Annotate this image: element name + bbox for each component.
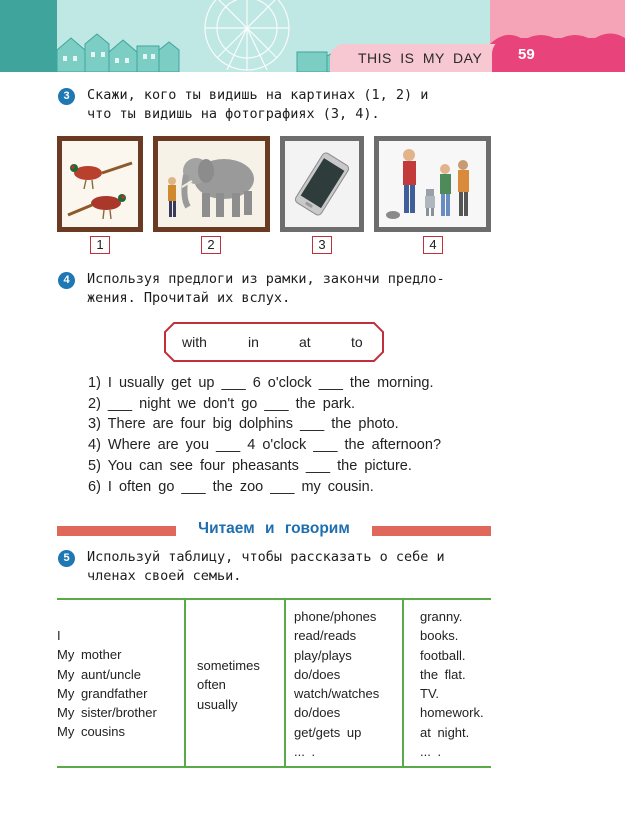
preposition-at: at <box>299 334 311 350</box>
table-divider-3 <box>402 600 404 766</box>
table-cell: My mother <box>57 647 122 663</box>
section-bar-right <box>368 526 491 536</box>
task-4-line-2: жения. Прочитай их вслух. <box>87 290 291 306</box>
header-teal-block <box>0 0 57 72</box>
header-page-tab <box>492 38 625 72</box>
picture-3-label: 3 <box>312 236 332 254</box>
table-cell: do/does <box>294 705 341 721</box>
picture-3 <box>280 136 364 232</box>
sentence-6: 6) I often go ___ the zoo ___ my cousin. <box>88 479 374 495</box>
table-cell: get/gets up <box>294 724 362 740</box>
sentence-2: 2) ___ night we don't go ___ the park. <box>88 396 355 412</box>
picture-2-label: 2 <box>201 236 221 254</box>
table-cell: often <box>197 677 226 693</box>
table-cell: read/reads <box>294 628 357 644</box>
task-3-line-2: что ты видишь на фотографиях (3, 4). <box>87 106 380 122</box>
task-4-line-1: Используя предлоги из рамки, закончи предло- <box>87 271 445 287</box>
sentence-4: 4) Where are you ___ 4 o'clock ___ the afternoon? <box>88 437 442 453</box>
table-cell: ... . <box>294 744 316 760</box>
table-cell: granny. <box>420 609 463 624</box>
table-cell: My cousins <box>57 724 126 740</box>
task-5-line-2: членах своей семьи. <box>87 568 242 584</box>
sentence-5: 5) You can see four pheasants ___ the picture. <box>88 458 412 474</box>
task-5-number: 5 <box>58 550 75 567</box>
sentence-1: 1) I usually get up ___ 6 o'clock ___ the morning. <box>88 375 434 391</box>
table-cell: My sister/brother <box>57 705 157 721</box>
table-cell: sometimes <box>197 658 260 673</box>
table-cell: the flat. <box>420 666 466 682</box>
table-col-objects <box>420 607 484 761</box>
page-number: 59 <box>518 46 535 63</box>
task-3-number: 3 <box>58 88 75 105</box>
table-cell: I <box>57 628 61 643</box>
elephant-painting-icon <box>158 141 265 227</box>
table-divider-2 <box>284 600 286 766</box>
task-3-line-1: Скажи, кого ты видишь на картинах (1, 2) и <box>87 87 429 103</box>
table-col-verbs <box>294 607 379 761</box>
section-bar-left <box>57 526 181 536</box>
picture-4 <box>374 136 491 232</box>
table-cell: homework. <box>420 705 484 721</box>
table-cell: football. <box>420 647 466 663</box>
picture-1-label: 1 <box>90 236 110 254</box>
table-cell: usually <box>197 696 238 712</box>
preposition-in: in <box>248 334 259 350</box>
section-title: Читаем и говорим <box>176 520 372 538</box>
table-col-adverbs <box>197 656 260 714</box>
table-cell: play/plays <box>294 647 352 663</box>
table-cell: TV. <box>420 686 440 702</box>
table-cell: at night. <box>420 724 470 740</box>
pheasants-painting-icon <box>62 141 138 227</box>
phrase-table <box>57 598 491 768</box>
table-cell: books. <box>420 628 459 644</box>
picture-2 <box>153 136 270 232</box>
table-cell: watch/watches <box>294 686 380 702</box>
task-4-number: 4 <box>58 272 75 289</box>
table-col-subjects <box>57 626 157 742</box>
table-cell: My grandfather <box>57 685 148 701</box>
task-5-line-1: Используй таблицу, чтобы рассказать о себе и <box>87 549 445 565</box>
header-title: THIS IS MY DAY <box>358 50 483 66</box>
preposition-to: to <box>351 334 363 350</box>
table-cell: do/does <box>294 666 341 682</box>
picture-1 <box>57 136 143 232</box>
phone-photo-icon <box>285 141 359 227</box>
children-robot-photo-icon <box>379 141 486 227</box>
table-divider-1 <box>184 600 186 766</box>
table-cell: phone/phones <box>294 609 377 624</box>
preposition-with: with <box>182 334 207 350</box>
table-cell: ... . <box>420 744 442 760</box>
sentence-3: 3) There are four big dolphins ___ the photo. <box>88 416 399 432</box>
page-header <box>0 0 625 72</box>
table-cell: My aunt/uncle <box>57 666 141 682</box>
picture-4-label: 4 <box>423 236 443 254</box>
